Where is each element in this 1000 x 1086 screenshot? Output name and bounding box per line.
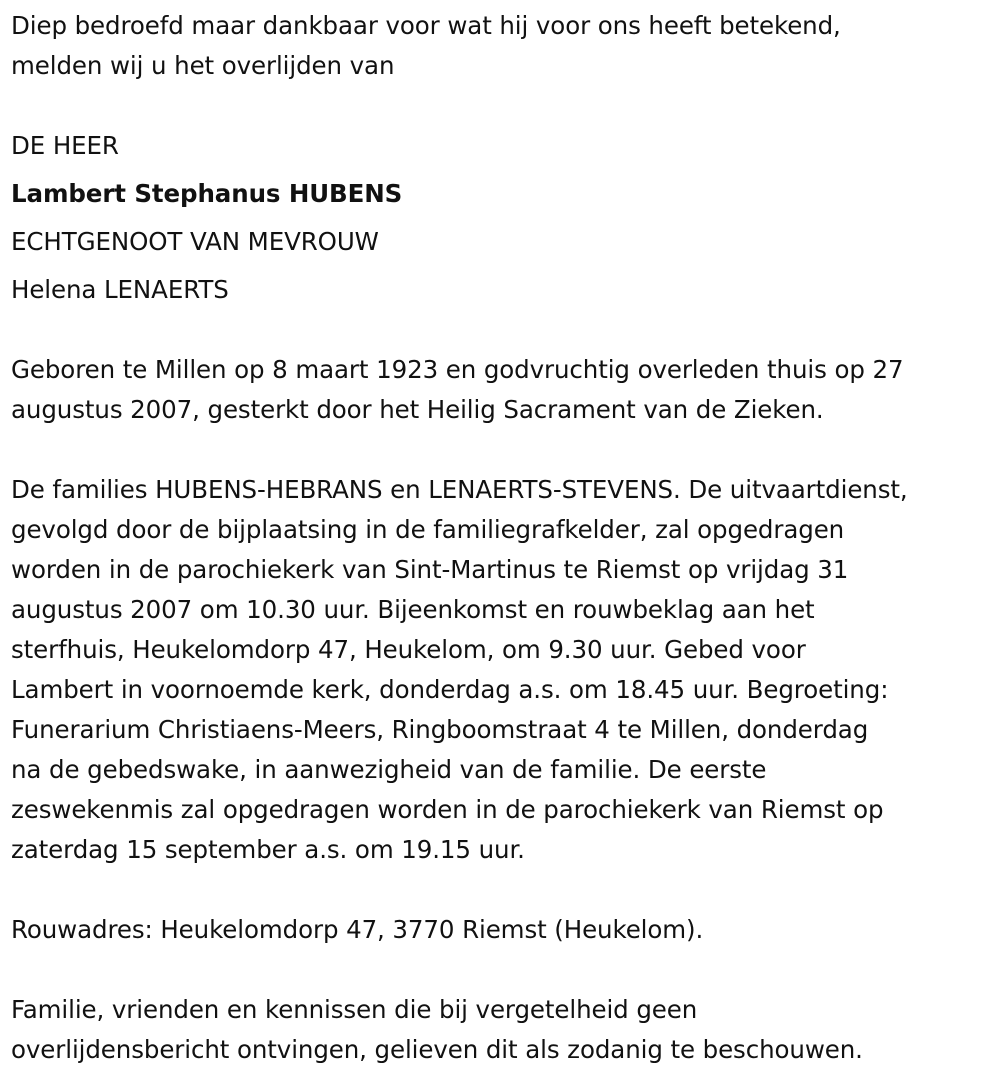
funeral-line: gevolgd door de bijplaatsing in de familiegrafkelder, zal opgedragen [11,515,845,544]
funeral-line: zaterdag 15 september a.s. om 19.15 uur. [11,835,525,864]
deceased-name: Lambert Stephanus HUBENS [11,179,403,208]
funeral-line: worden in de parochiekerk van Sint-Martinus te Riemst op vrijdag 31 [11,555,849,584]
funeral-line: na de gebedswake, in aanwezigheid van de familie. De eerste [11,755,767,784]
mourning-address: Rouwadres: Heukelomdorp 47, 3770 Riemst (Heukelom). [11,915,704,944]
deceased-relation: ECHTGENOOT VAN MEVROUW [11,227,379,256]
closing-line: overlijdensbericht ontvingen, gelieven dit als zodanig te beschouwen. [11,1035,863,1064]
funeral-line: sterfhuis, Heukelomdorp 47, Heukelom, om 9.30 uur. Gebed voor [11,635,806,664]
funeral-line: Lambert in voornoemde kerk, donderdag a.s. om 18.45 uur. Begroeting: [11,675,889,704]
funeral-line: De families HUBENS-HEBRANS en LENAERTS-STEVENS. De uitvaartdienst, [11,475,908,504]
closing-line: Familie, vrienden en kennissen die bij vergetelheid geen [11,995,698,1024]
deceased-title: DE HEER [11,131,119,160]
intro-line: melden wij u het overlijden van [11,51,395,80]
intro-line: Diep bedroefd maar dankbaar voor wat hij voor ons heeft betekend, [11,11,841,40]
birth-death-line: augustus 2007, gesterkt door het Heilig Sacrament van de Zieken. [11,395,824,424]
funeral-line: Funerarium Christiaens-Meers, Ringboomstraat 4 te Millen, donderdag [11,715,869,744]
funeral-line: augustus 2007 om 10.30 uur. Bijeenkomst en rouwbeklag aan het [11,595,815,624]
spouse-name: Helena LENAERTS [11,275,229,304]
birth-death-line: Geboren te Millen op 8 maart 1923 en godvruchtig overleden thuis op 27 [11,355,904,384]
funeral-line: zeswekenmis zal opgedragen worden in de parochiekerk van Riemst op [11,795,884,824]
